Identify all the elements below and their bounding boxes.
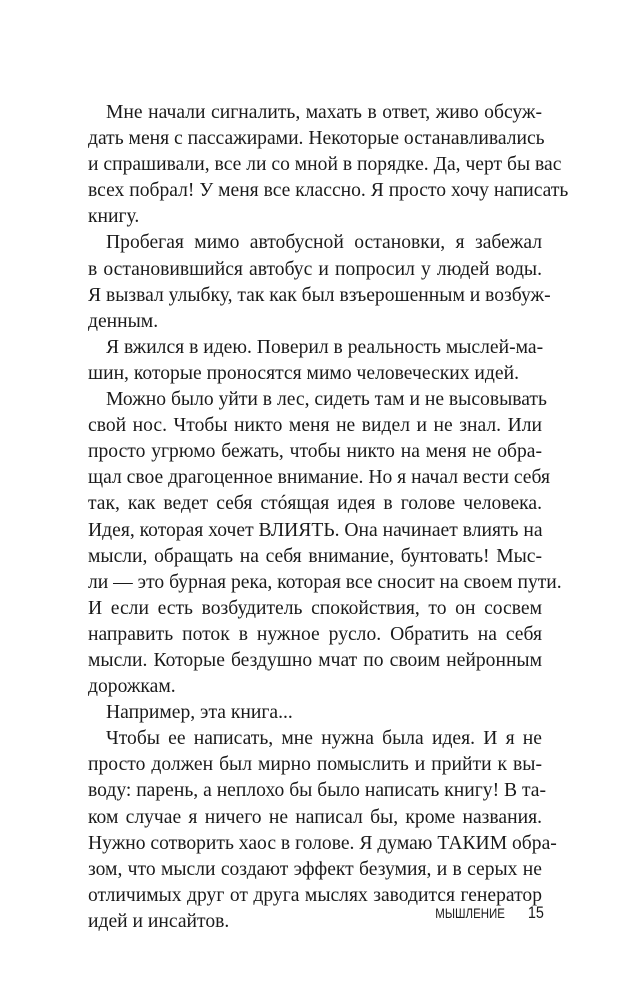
text-line: шин, которые проносятся мимо человеческих идей. [88, 362, 519, 384]
text-line: так, как ведет себя стóящая идея в голове человека. [88, 493, 542, 515]
text-line: воду: парень, а неплохо бы было написать книгу! В та- [88, 780, 546, 802]
paragraph-2 [88, 230, 551, 334]
text-line: и спрашивали, все ли со мной в порядке. Да, черт бы вас [88, 154, 562, 176]
paragraph-5 [88, 700, 542, 726]
text-line: Пробегая мимо автобусной остановки, я забежал [106, 232, 542, 254]
text-line: Я вжился в идею. Поверил в реальность мыслей-ма- [106, 336, 544, 358]
text-line: Мне начали сигналить, махать в ответ, живо обсуж- [106, 102, 542, 123]
text-line: Например, эта книга... [106, 702, 293, 724]
page-number: 15 [527, 903, 544, 922]
text-line: просто угрюмо бежать, чтобы никто на меня не обра- [88, 441, 542, 463]
text-line: Можно было уйти в лес, сидеть там и не высовывать [106, 389, 547, 411]
text-line: отличимых друг от друга мыслях заводится генератор [88, 884, 542, 906]
text-line: мысли. Которые бездушно мчат по своим нейронным [88, 649, 542, 671]
text-line: просто должен был мирно помыслить и прийти к вы- [88, 754, 542, 776]
page-footer [420, 903, 544, 923]
text-line: Чтобы ее написать, мне нужна была идея. И я не [106, 728, 542, 750]
text-line: Я вызвал улыбку, так как был взъерошенным и возбуж- [88, 284, 551, 306]
text-line: книгу. [88, 206, 140, 228]
text-line: дорожкам. [88, 676, 176, 698]
body-text [88, 100, 569, 935]
text-line: Нужно сотворить хаос в голове. Я думаю ТАКИМ обра- [88, 832, 557, 854]
text-line: щал свое драгоценное внимание. Но я начал вести себя [88, 467, 550, 489]
text-line: И если есть возбудитель спокойствия, то он сосвем [88, 597, 542, 619]
paragraph-3 [88, 335, 542, 387]
text-line: Идея, которая хочет ВЛИЯТЬ. Она начинает влиять на [88, 519, 543, 541]
text-line: ком случае я ничего не написал бы, кроме названия. [88, 806, 542, 828]
text-line: мысли, обращать на себя внимание, бунтовать! Мыс- [88, 545, 542, 567]
text-line: идей и инсайтов. [88, 910, 230, 932]
text-line: денным. [88, 310, 159, 332]
running-head: МЫШЛЕНИЕ [435, 905, 506, 921]
text-line: в остановившийся автобус и попросил у людей воды. [88, 258, 542, 280]
text-line: зом, что мысли создают эффект безумия, и в серых не [88, 858, 542, 880]
text-line: направить поток в нужное русло. Обратить на себя [88, 623, 542, 645]
paragraph-1 [88, 100, 569, 230]
text-line: свой нос. Чтобы никто меня не видел и не знал. Или [88, 415, 542, 437]
text-line: ли — это бурная река, которая все сносит на своем пути. [88, 571, 562, 593]
paragraph-4 [88, 387, 562, 700]
text-line: дать меня с пассажирами. Некоторые останавливались [88, 128, 545, 150]
text-line: всех побрал! У меня все классно. Я просто хочу написать [88, 180, 569, 202]
